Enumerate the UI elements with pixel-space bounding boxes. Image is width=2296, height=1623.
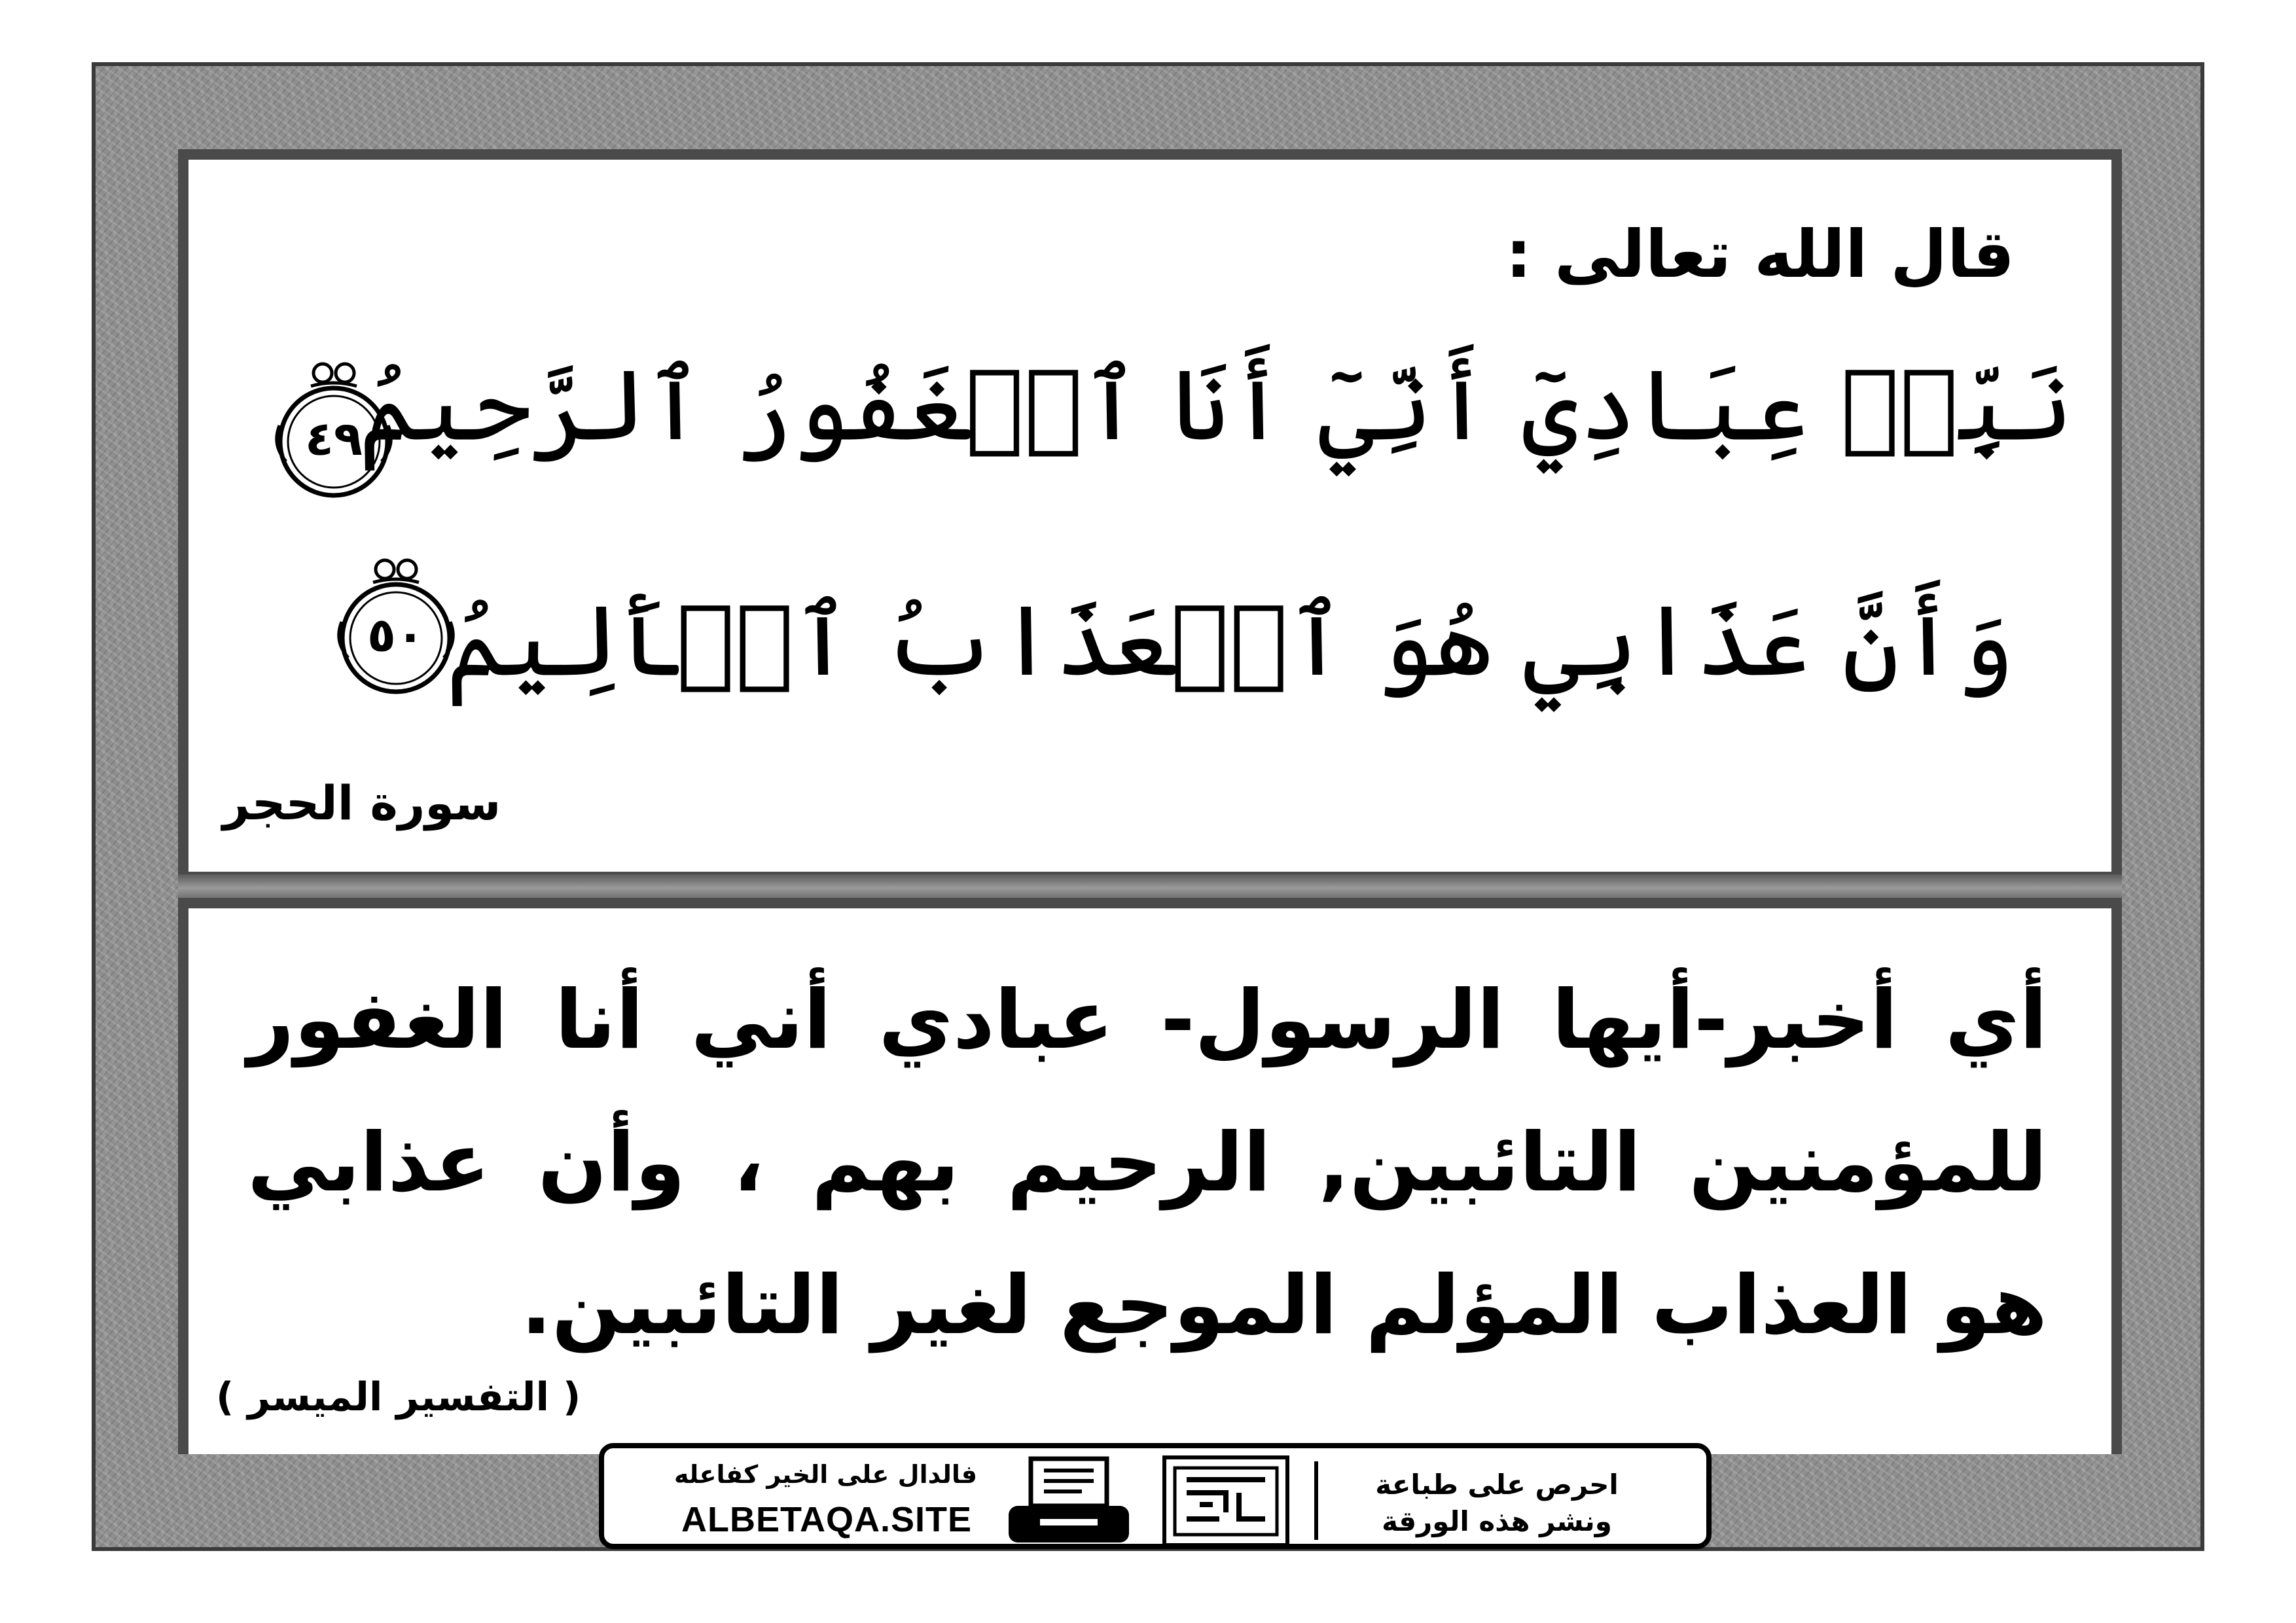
intro-heading: قال الله تعالى : <box>1505 216 2015 293</box>
verse-line-1: نَبِّئۡ عِبَادِيٓ أَنِّيٓ أَنَا ٱلۡغَفُورُ ٱلرَّحِيمُ <box>359 349 2073 463</box>
ayah-marker-49 <box>272 380 396 504</box>
tafsir-source: ( التفسير الميسر ) <box>216 1374 581 1420</box>
ayah-marker-50 <box>334 576 458 700</box>
ayah-number: ٥٠ <box>367 607 425 662</box>
footer-line-1: احرص على طباعة <box>1375 1469 1619 1501</box>
footer-divider <box>1314 1461 1318 1540</box>
surah-name: سورة الحجر <box>223 776 501 830</box>
footer-line-2: ونشر هذه الورقة <box>1382 1505 1612 1537</box>
tafsir-text: أي أخبر-أيها الرسول- عبادي أني أنا الغفور للمؤمنين التائبين, الرحيم بهم ، وأن عذابي هو العذاب المؤلم الموجع لغير التائبين. <box>247 973 2047 1353</box>
printer-icon <box>1003 1456 1134 1545</box>
verse-line-2: وَأَنَّ عَذَابِي هُوَ ٱلۡعَذَابُ ٱلۡأَلِيمُ <box>446 584 2015 698</box>
ayah-number: ٤٩ <box>305 411 363 466</box>
footer-call-to-action <box>1327 1467 1667 1540</box>
footer-site-link[interactable]: ALBETAQA.SITE <box>681 1500 972 1539</box>
footer-bar <box>599 1443 1712 1549</box>
footer-saying: فالدال على الخير كفاعله <box>673 1460 977 1489</box>
logo-icon <box>1160 1454 1291 1549</box>
